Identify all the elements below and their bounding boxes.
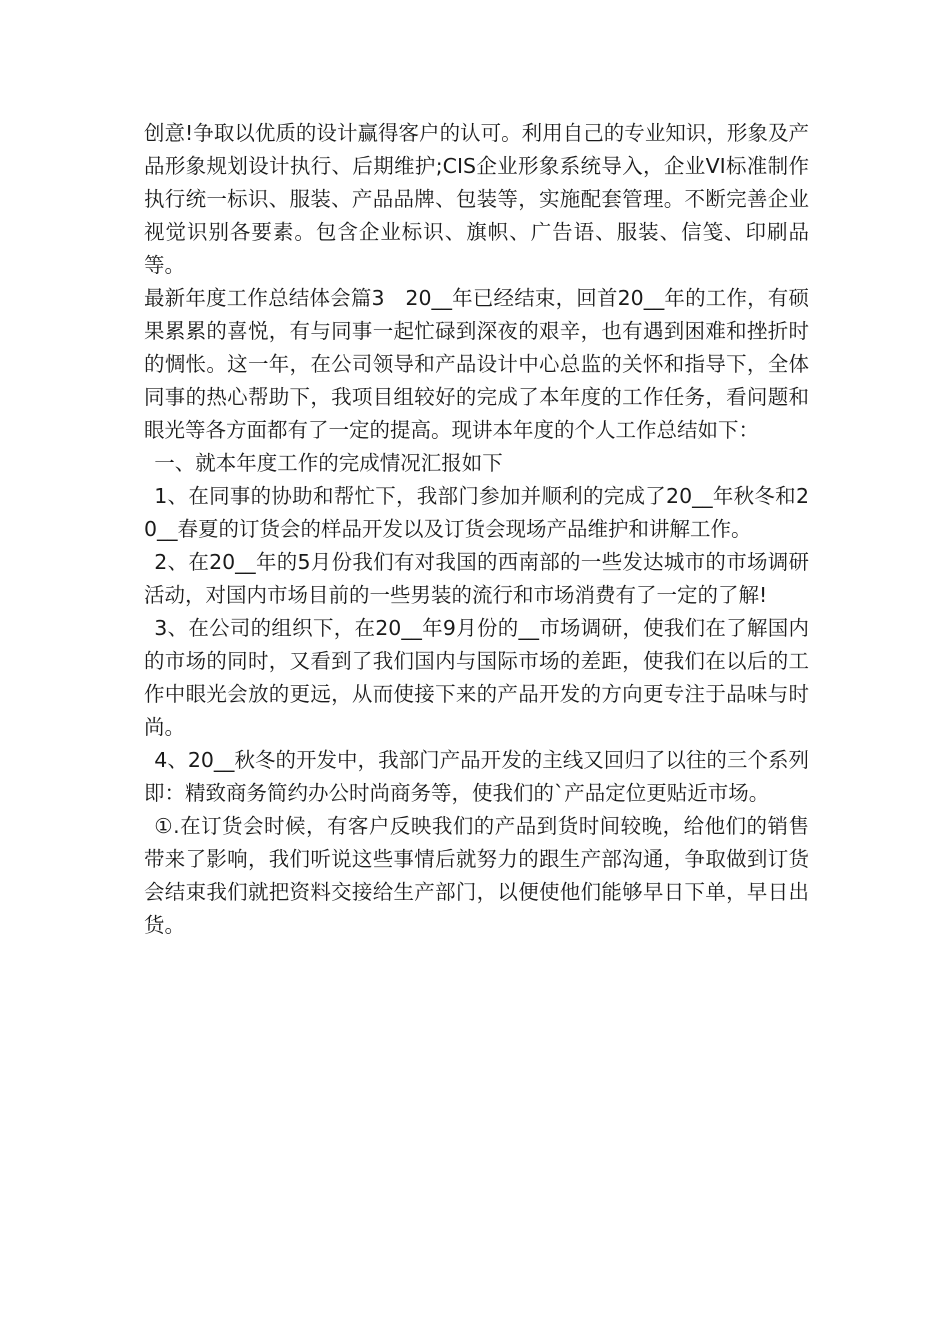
document-body <box>144 117 809 942</box>
list-item-3: 3、在公司的组织下，在20__年9月份的__市场调研，使我们在了解国内的市场的同时，又看到了我们国内与国际市场的差距，使我们在以后的工作中眼光会放的更远，从而使接下来的产品开发的方向更专注于品味与时尚。 <box>144 616 809 739</box>
list-item-4: 4、20__秋冬的开发中，我部门产品开发的主线又回归了以往的三个系列即：精致商务简约办公时尚商务等，使我们的`产品定位更贴近市场。 <box>144 748 809 805</box>
paragraph-cis-design: 创意!争取以优质的设计赢得客户的认可。利用自己的专业知识，形象及产品形象规划设计执行、后期维护;CIS企业形象系统导入，企业VI标准制作执行统一标识、服装、产品品牌、包装等，实施配套管理。不断完善企业视觉识别各要素。包含企业标识、旗帜、广告语、服装、信笺、印刷品等。 <box>144 121 809 277</box>
list-item-2: 2、在20__年的5月份我们有对我国的西南部的一些发达城市的市场调研活动，对国内市场目前的一些男装的流行和市场消费有了一定的了解! <box>144 550 809 607</box>
paragraph-summary-intro: 最新年度工作总结体会篇3 20__年已经结束，回首20__年的工作，有硕果累累的喜悦，有与同事一起忙碌到深夜的艰辛，也有遇到困难和挫折时的惆怅。这一年，在公司领导和产品设计中心总监的关怀和指导下，全体同事的热心帮助下，我项目组较好的完成了本年度的工作任务，看问题和眼光等各方面都有了一定的提高。现讲本年度的个人工作总结如下： <box>144 286 809 442</box>
sub-item-1: ①.在订货会时候，有客户反映我们的产品到货时间较晚，给他们的销售带来了影响，我们听说这些事情后就努力的跟生产部沟通，争取做到订货会结束我们就把资料交接给生产部门，以便使他们能够早日下单，早日出货。 <box>144 814 809 937</box>
list-item-1: 1、在同事的协助和帮忙下，我部门参加并顺利的完成了20__年秋冬和20__春夏的订货会的样品开发以及订货会现场产品维护和讲解工作。 <box>144 484 809 541</box>
section-heading-completion: 一、就本年度工作的完成情况汇报如下 <box>154 451 503 475</box>
